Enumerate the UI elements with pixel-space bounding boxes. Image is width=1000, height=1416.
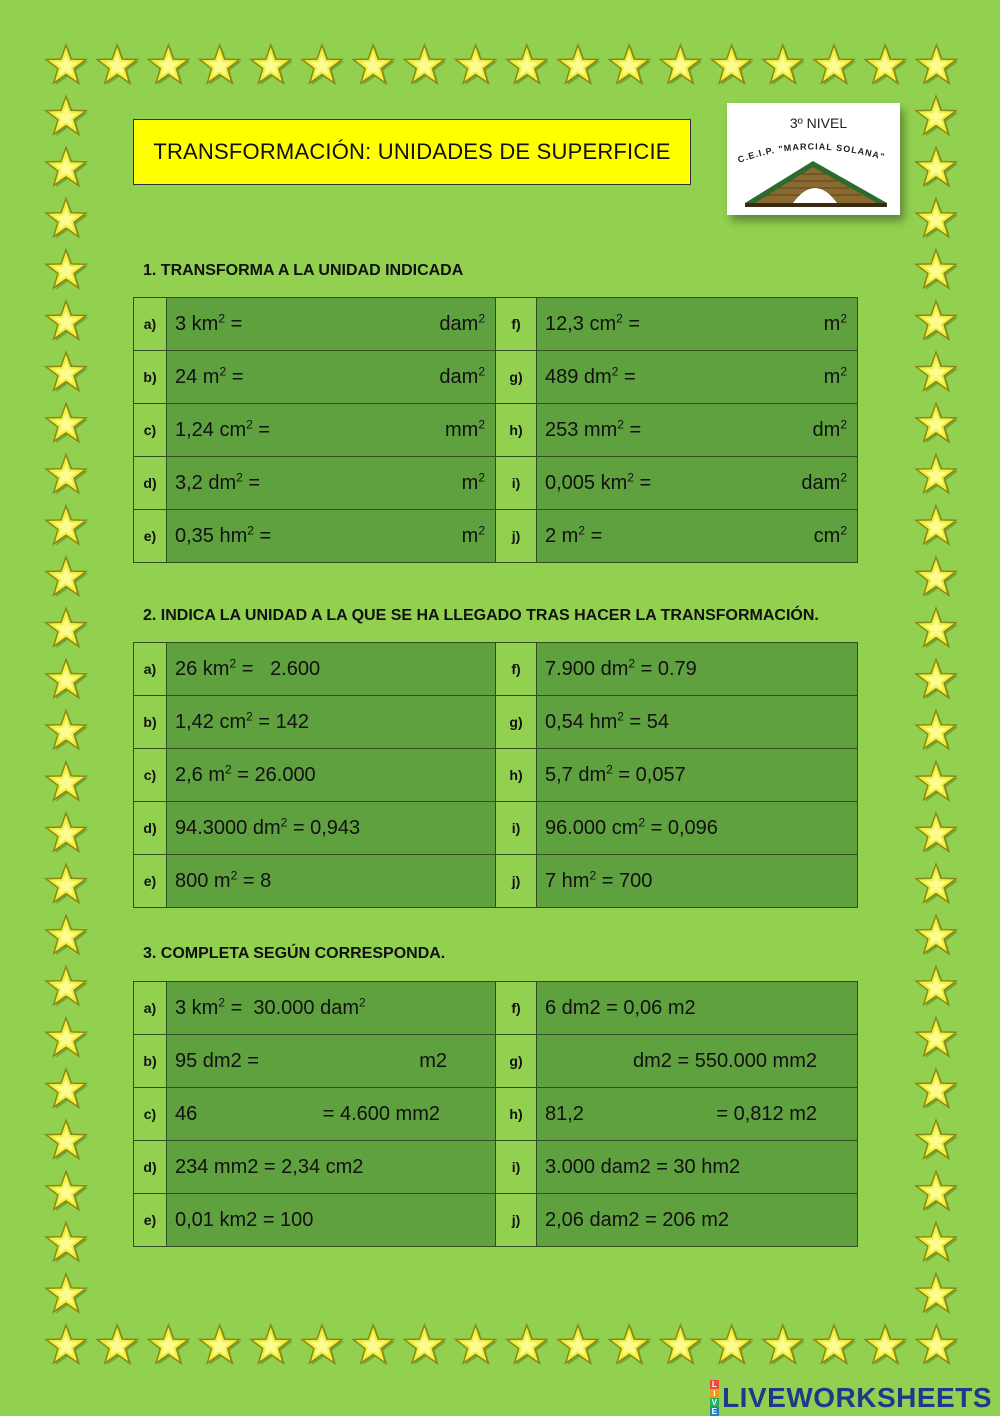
exercise-expression: 0,005 $km^2$ = <box>545 469 652 494</box>
exercise-cell[interactable] <box>167 404 496 457</box>
bridge-icon <box>727 103 900 215</box>
exercise-cell[interactable] <box>167 1141 496 1194</box>
star-icon <box>916 1223 958 1263</box>
star-icon <box>916 711 958 751</box>
exercise-target-unit: = 0,812 m2 <box>716 1102 817 1125</box>
table-row <box>134 643 858 696</box>
exercise-expression: 3.000 dam2 = 30 hm2 <box>545 1155 741 1178</box>
exercise-target-unit: dam$^2$ <box>439 363 485 388</box>
star-icon <box>46 608 88 648</box>
star-icon <box>916 45 958 85</box>
table-row <box>134 749 858 802</box>
star-icon <box>46 1171 88 1211</box>
exercise-expression: 253 $mm^2$ = <box>545 416 642 441</box>
exercise-cell[interactable] <box>537 643 858 696</box>
star-icon <box>46 96 88 136</box>
star-icon <box>865 1325 907 1365</box>
exercise-label: j) <box>496 1194 537 1247</box>
exercise-cell[interactable] <box>537 457 858 510</box>
exercise-expression: 6 dm2 = 0,06 m2 <box>545 996 696 1019</box>
star-icon <box>46 199 88 239</box>
exercise-label: c) <box>134 749 167 802</box>
liveworksheets-brand: LIVEWORKSHEETS <box>722 1382 992 1413</box>
worksheet-title-box <box>133 119 691 185</box>
exercise-expression: 95 dm2 = <box>175 1049 259 1072</box>
exercise-cell[interactable] <box>167 696 496 749</box>
table-row <box>134 1194 858 1247</box>
star-icon <box>763 1325 805 1365</box>
star-icon <box>916 96 958 136</box>
exercise-cell[interactable] <box>537 749 858 802</box>
exercise-label: b) <box>134 696 167 749</box>
exercise-expression: 800 $m^2 = 8$ <box>175 867 272 892</box>
exercise-expression: 96.000 $cm^2 = 0,096$ <box>545 814 718 839</box>
exercise-label: f) <box>496 298 537 351</box>
exercise-label: h) <box>496 1088 537 1141</box>
star-icon <box>46 864 88 904</box>
exercise-expression: 2,06 dam2 = 206 m2 <box>545 1208 730 1231</box>
star-icon <box>916 250 958 290</box>
exercise-cell[interactable] <box>537 351 858 404</box>
star-icon <box>46 301 88 341</box>
exercise-target-unit: = 4.600 mm2 <box>322 1102 440 1125</box>
table-row <box>134 351 858 404</box>
exercise-cell[interactable] <box>167 802 496 855</box>
exercise-label: a) <box>134 298 167 351</box>
exercise-cell[interactable] <box>537 982 858 1035</box>
exercise-cell[interactable] <box>537 1035 858 1088</box>
star-icon <box>916 608 958 648</box>
section-title: 2. INDICA LA UNIDAD A LA QUE SE HA LLEGADO TRAS HACER LA TRANSFORMACIÓN. <box>143 607 819 624</box>
exercise-label: e) <box>134 855 167 908</box>
exercise-table <box>133 297 858 563</box>
star-icon <box>353 1325 395 1365</box>
star-icon <box>609 1325 651 1365</box>
exercise-label: i) <box>496 1141 537 1194</box>
star-icon <box>558 45 600 85</box>
exercise-target-unit: $m^2$ <box>461 522 485 547</box>
exercise-cell[interactable] <box>167 855 496 908</box>
exercise-target-unit: $m^2$ <box>823 363 847 388</box>
star-icon <box>46 455 88 495</box>
star-icon <box>46 813 88 853</box>
exercise-cell[interactable] <box>537 510 858 563</box>
star-icon <box>46 1325 88 1365</box>
exercise-label: b) <box>134 351 167 404</box>
exercise-expression: 3 $km^2 = 30.000$ dam$^2$ <box>175 994 366 1019</box>
star-icon <box>456 1325 498 1365</box>
table-row <box>134 404 858 457</box>
star-icon <box>916 352 958 392</box>
exercise-table <box>133 981 858 1247</box>
exercise-target-unit: m2 <box>419 1049 447 1072</box>
exercise-expression: 7 $hm^2 = 700$ <box>545 867 653 892</box>
star-icon <box>46 352 88 392</box>
star-icon <box>916 813 958 853</box>
star-icon <box>916 1274 958 1314</box>
exercise-target-unit: $m^2$ <box>823 310 847 335</box>
logo-school-text: C.E.I.P. "MARCIAL SOLANA" <box>736 141 887 165</box>
star-icon <box>46 659 88 699</box>
exercise-label: d) <box>134 802 167 855</box>
exercise-expression: 26 $km^2 = 2.600$ <box>175 655 321 680</box>
star-icon <box>148 1325 190 1365</box>
exercise-label: b) <box>134 1035 167 1088</box>
exercise-expression: 2 $m^2$ = <box>545 522 603 547</box>
exercise-target-unit: dam$^2$ <box>801 469 847 494</box>
star-icon <box>46 915 88 955</box>
section-title: 1. TRANSFORMA A LA UNIDAD INDICADA <box>143 262 464 279</box>
exercise-expression: 0,54 $hm^2 = 54$ <box>545 708 669 733</box>
worksheet-title: TRANSFORMACIÓN: UNIDADES DE SUPERFICIE <box>153 139 671 164</box>
exercise-expression: 94.3000 $dm^2 = 0,943$ <box>175 814 361 839</box>
star-icon <box>660 45 702 85</box>
table-row <box>134 1035 858 1088</box>
exercise-expression: 0,35 $hm^2$ = <box>175 522 272 547</box>
star-icon <box>46 403 88 443</box>
star-icon <box>456 45 498 85</box>
exercise-label: j) <box>496 855 537 908</box>
star-icon <box>46 1069 88 1109</box>
star-icon <box>302 45 344 85</box>
table-row <box>134 855 858 908</box>
star-icon <box>46 1120 88 1160</box>
exercise-cell[interactable] <box>537 1088 858 1141</box>
exercise-label: f) <box>496 982 537 1035</box>
star-icon <box>200 45 242 85</box>
table-row <box>134 298 858 351</box>
exercise-expression: 46 <box>175 1102 198 1125</box>
svg-text:C.E.I.P. "MARCIAL SOLANA" <box>736 141 886 164</box>
star-icon <box>916 762 958 802</box>
school-logo <box>727 103 900 215</box>
star-icon <box>97 45 139 85</box>
exercise-label: c) <box>134 404 167 457</box>
exercise-expression: 81,2 <box>545 1102 584 1125</box>
star-icon <box>251 45 293 85</box>
star-icon <box>404 45 446 85</box>
star-icon <box>916 967 958 1007</box>
star-icon <box>46 1018 88 1058</box>
table-row <box>134 1088 858 1141</box>
star-icon <box>148 45 190 85</box>
logo-level-text: 3º NIVEL <box>789 115 848 131</box>
liveworksheets-mark-icon: L I V E <box>711 1380 718 1416</box>
exercise-expression: 234 mm2 = 2,34 cm2 <box>175 1155 364 1178</box>
exercise-expression: 1,42 $cm^2 = 142$ <box>175 708 310 733</box>
star-icon <box>404 1325 446 1365</box>
star-icon <box>507 1325 549 1365</box>
exercise-cell[interactable] <box>167 457 496 510</box>
star-icon <box>507 45 549 85</box>
star-icon <box>916 301 958 341</box>
exercise-target-unit: $dm^2$ <box>812 416 847 441</box>
exercise-expression: 24 $m^2$ = <box>175 363 244 388</box>
star-icon <box>916 1120 958 1160</box>
star-icon <box>916 1069 958 1109</box>
exercise-expression: 3,2 $dm^2$ = <box>175 469 261 494</box>
exercise-cell[interactable] <box>167 510 496 563</box>
star-icon <box>916 915 958 955</box>
exercise-cell[interactable] <box>167 749 496 802</box>
exercise-label: j) <box>496 510 537 563</box>
table-row <box>134 982 858 1035</box>
exercise-cell[interactable] <box>537 696 858 749</box>
star-icon <box>916 199 958 239</box>
exercise-expression: 3 $km^2$ = <box>175 310 243 335</box>
star-icon <box>763 45 805 85</box>
star-icon <box>200 1325 242 1365</box>
exercise-cell[interactable] <box>537 1194 858 1247</box>
table-row <box>134 696 858 749</box>
exercise-cell[interactable] <box>537 802 858 855</box>
exercise-expression: 0,01 km2 = 100 <box>175 1208 314 1231</box>
exercise-table <box>133 642 858 908</box>
table-row <box>134 510 858 563</box>
exercise-cell[interactable] <box>167 1194 496 1247</box>
table-row <box>134 802 858 855</box>
star-icon <box>916 659 958 699</box>
exercise-label: c) <box>134 1088 167 1141</box>
exercise-label: d) <box>134 1141 167 1194</box>
exercise-label: f) <box>496 643 537 696</box>
star-icon <box>302 1325 344 1365</box>
star-icon <box>97 1325 139 1365</box>
exercise-label: g) <box>496 1035 537 1088</box>
exercise-label: g) <box>496 696 537 749</box>
star-icon <box>814 45 856 85</box>
star-icon <box>46 762 88 802</box>
star-icon <box>660 1325 702 1365</box>
exercise-label: h) <box>496 749 537 802</box>
exercise-expression: 2,6 $m^2 = 26.000$ <box>175 761 316 786</box>
exercise-label: e) <box>134 510 167 563</box>
exercise-label: i) <box>496 457 537 510</box>
star-icon <box>46 506 88 546</box>
star-icon <box>251 1325 293 1365</box>
table-row <box>134 1141 858 1194</box>
star-icon <box>46 147 88 187</box>
liveworksheets-logo <box>710 1380 992 1416</box>
star-icon <box>916 557 958 597</box>
star-icon <box>916 506 958 546</box>
exercise-target-unit: dm2 = 550.000 mm2 <box>633 1049 817 1072</box>
exercise-expression: 489 $dm^2$ = <box>545 363 636 388</box>
star-icon <box>916 1325 958 1365</box>
exercise-expression: 5,7 $dm^2 = 0,057$ <box>545 761 686 786</box>
exercise-label: a) <box>134 643 167 696</box>
star-icon <box>46 967 88 1007</box>
exercise-expression: 12,3 $cm^2$ = <box>545 310 641 335</box>
star-icon <box>46 557 88 597</box>
section-title: 3. COMPLETA SEGÚN CORRESPONDA. <box>143 945 446 962</box>
star-icon <box>46 250 88 290</box>
exercise-target-unit: dam$^2$ <box>439 310 485 335</box>
exercise-cell[interactable] <box>537 855 858 908</box>
star-icon <box>609 45 651 85</box>
star-icon <box>916 1171 958 1211</box>
star-icon <box>916 403 958 443</box>
exercise-label: d) <box>134 457 167 510</box>
exercise-label: e) <box>134 1194 167 1247</box>
star-icon <box>46 1223 88 1263</box>
star-icon <box>46 45 88 85</box>
star-icon <box>865 45 907 85</box>
exercise-target-unit: $mm^2$ <box>444 416 485 441</box>
table-row <box>134 457 858 510</box>
star-icon <box>916 1018 958 1058</box>
exercise-label: i) <box>496 802 537 855</box>
exercise-cell[interactable] <box>537 404 858 457</box>
exercise-cell[interactable] <box>537 1141 858 1194</box>
exercise-cell[interactable] <box>167 643 496 696</box>
star-icon <box>916 147 958 187</box>
exercise-expression: 7.900 $dm^2 = 0.79$ <box>545 655 697 680</box>
exercise-label: a) <box>134 982 167 1035</box>
exercise-expression: 1,24 $cm^2$ = <box>175 416 271 441</box>
star-icon <box>353 45 395 85</box>
exercise-cell[interactable] <box>167 1035 496 1088</box>
exercise-cell[interactable] <box>167 351 496 404</box>
star-icon <box>46 711 88 751</box>
star-icon <box>712 1325 754 1365</box>
exercise-target-unit: $m^2$ <box>461 469 485 494</box>
star-icon <box>814 1325 856 1365</box>
exercise-label: g) <box>496 351 537 404</box>
star-icon <box>46 1274 88 1314</box>
star-icon <box>916 455 958 495</box>
exercise-cell[interactable] <box>537 298 858 351</box>
star-icon <box>916 864 958 904</box>
exercise-cell[interactable] <box>167 982 496 1035</box>
exercise-target-unit: $cm^2$ <box>813 522 847 547</box>
exercise-cell[interactable] <box>167 298 496 351</box>
exercise-label: h) <box>496 404 537 457</box>
star-icon <box>712 45 754 85</box>
star-icon <box>558 1325 600 1365</box>
exercise-cell[interactable] <box>167 1088 496 1141</box>
